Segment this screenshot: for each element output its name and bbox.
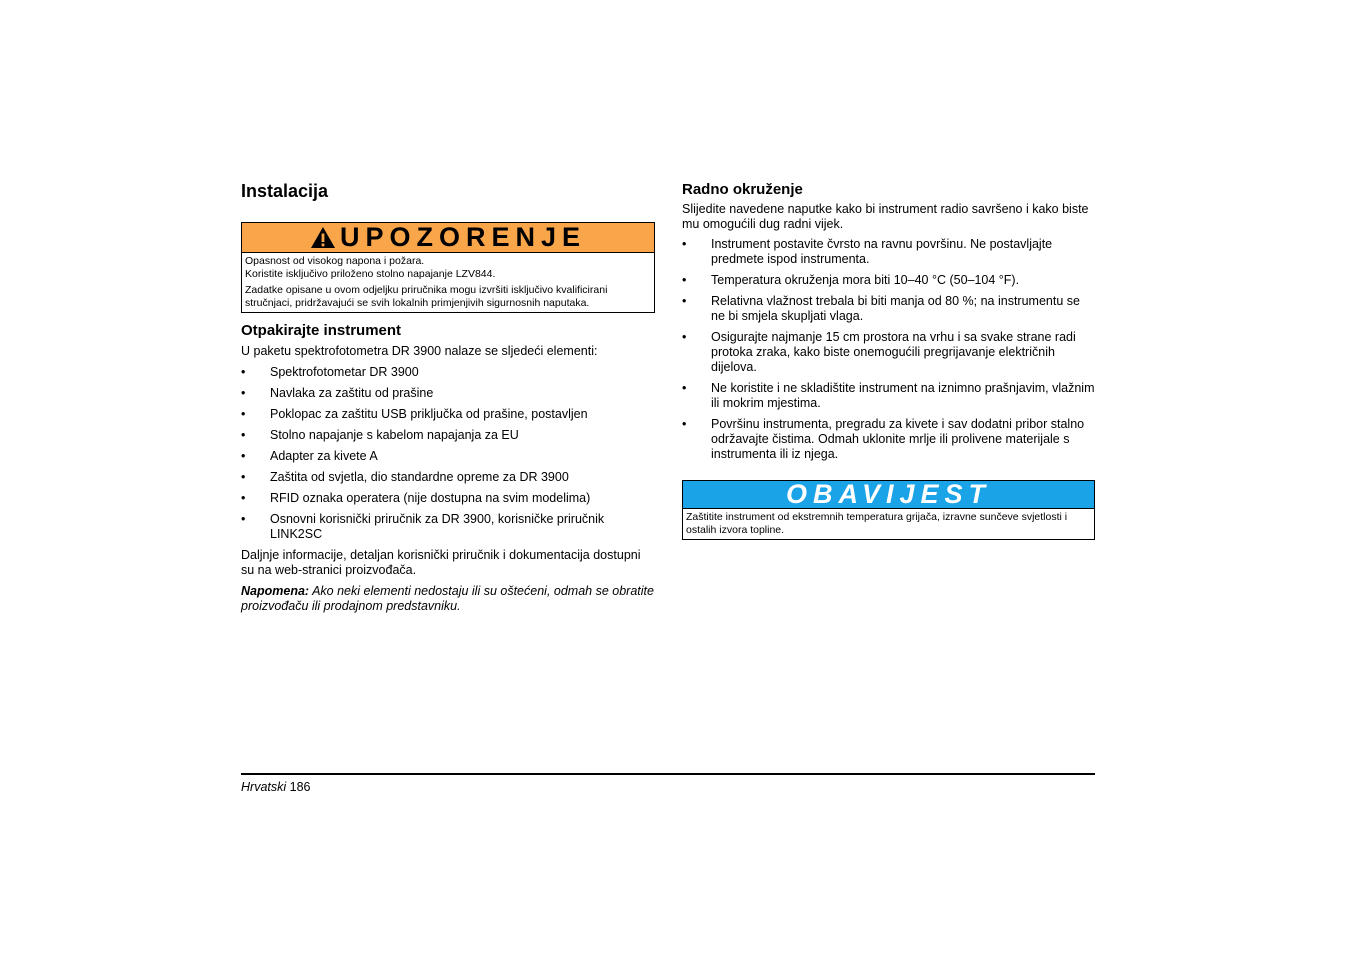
note-label: Napomena: (241, 584, 310, 598)
list-item: • Ne koristite i ne skladištite instrument na iznimno prašnjavim, vlažnim ili mokrim mjestima. (682, 381, 1095, 411)
list-item: • Osnovni korisnički priručnik za DR 3900, korisničke priručnik LINK2SC (241, 512, 655, 542)
unpack-heading: Otpakirajte instrument (241, 322, 402, 339)
warning-triangle-icon (310, 226, 336, 249)
warning-line: Zadatke opisane u ovom odjeljku priručnika mogu izvršiti isključivo kvalificirani stručnjaci, pridržavajući se svih lokalnih primjenjivih sigurnosnih naputaka. (245, 284, 608, 309)
list-item: • Stolno napajanje s kabelom napajanja za EU (241, 428, 655, 443)
notice-header (683, 481, 1094, 509)
page-number: 186 (289, 780, 311, 794)
warning-header (242, 223, 654, 253)
environment-heading: Radno okruženje (682, 181, 803, 198)
footer-rule (241, 773, 1095, 775)
warning-body (242, 253, 654, 312)
note-text: Ako neki elementi nedostaju ili su oštećeni, odmah se obratite proizvođaču ili prodajnom predstavniku. (241, 584, 654, 613)
footer-language: Hrvatski (241, 780, 287, 794)
footer (241, 780, 311, 794)
note-paragraph (241, 584, 655, 614)
warning-word: UPOZORENJE (339, 222, 587, 252)
environment-list (682, 237, 1095, 462)
notice-body: Zaštitite instrument od ekstremnih temperatura grijača, izravne sunčeve svjetlosti i ostalih izvora topline. (686, 511, 1068, 536)
list-item: • Spektrofotometar DR 3900 (241, 365, 655, 380)
list-item: • Površinu instrumenta, pregradu za kivete i sav dodatni pribor stalno održavajte čistima. Odmah uklonite mrlje ili prolivene materijale s instrumenta ili iz njega. (682, 417, 1095, 462)
list-item: • Zaštita od svjetla, dio standardne opreme za DR 3900 (241, 470, 655, 485)
list-item: • Instrument postavite čvrsto na ravnu površinu. Ne postavljajte predmete ispod instrumenta. (682, 237, 1095, 267)
more-info-paragraph: Daljnje informacije, detaljan korisnički priručnik i dokumentacija dostupni su na web-stranici proizvođača. (241, 548, 641, 577)
section-title: Instalacija (241, 181, 329, 201)
warning-box (241, 222, 655, 313)
list-item: • Relativna vlažnost trebala bi biti manja od 80 %; na instrumentu se ne bi smjela skupljati vlaga. (682, 294, 1095, 324)
environment-section (682, 181, 1095, 462)
unpack-intro: U paketu spektrofotometra DR 3900 nalaze se sljedeći elementi: (241, 344, 598, 358)
environment-intro: Slijedite navedene naputke kako bi instrument radio savršeno i kako biste mu omogućili dug radni vijek. (682, 202, 1089, 231)
warning-line: Opasnost od visokog napona i požara. (245, 255, 425, 267)
unpack-list (241, 365, 655, 542)
warning-line: Koristite isključivo priloženo stolno napajanje LZV844. (245, 268, 496, 280)
list-item: • Osigurajte najmanje 15 cm prostora na vrhu i sa svake strane radi protoka zraka, kako biste onemogućili pregrijavanje električnih dijelova. (682, 330, 1095, 375)
notice-word: OBAVIJEST (785, 479, 992, 509)
list-item: • RFID oznaka operatera (nije dostupna na svim modelima) (241, 491, 655, 506)
unpack-section (241, 322, 655, 614)
list-item: • Temperatura okruženja mora biti 10–40 °C (50–104 °F). (682, 273, 1095, 288)
list-item: • Poklopac za zaštitu USB priključka od prašine, postavljen (241, 407, 655, 422)
notice-box (682, 480, 1095, 540)
list-item: • Adapter za kivete A (241, 449, 655, 464)
list-item: • Navlaka za zaštitu od prašine (241, 386, 655, 401)
